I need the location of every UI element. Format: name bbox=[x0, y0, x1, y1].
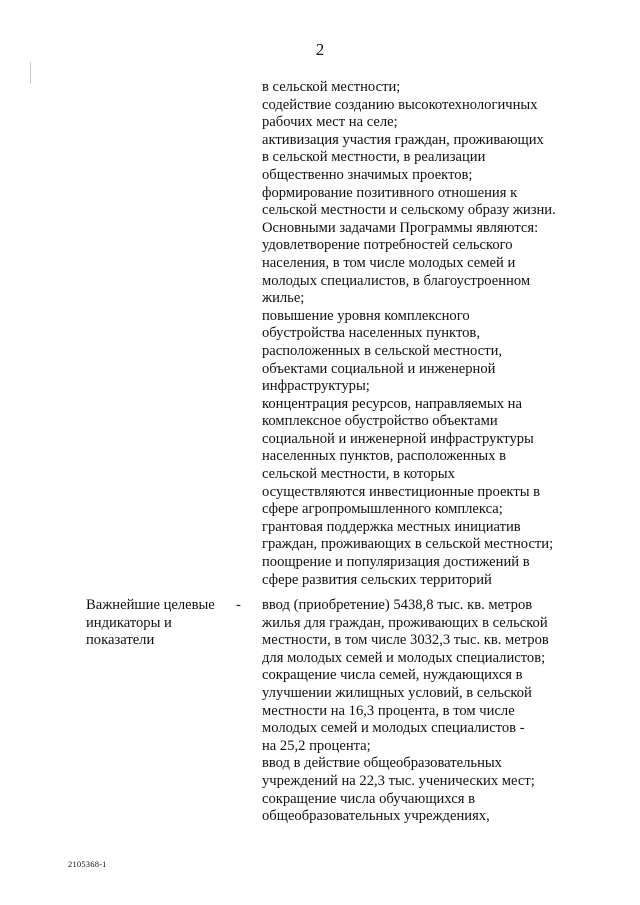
text-line: грантовая поддержка местных инициатив bbox=[262, 518, 521, 535]
text-line: объектами социальной и инженерной bbox=[262, 360, 496, 377]
text-line: ввод в действие общеобразовательных bbox=[262, 755, 502, 772]
section-label-line: Важнейшие целевые bbox=[86, 597, 215, 613]
text-line: улучшении жилищных условий, в сельской bbox=[262, 684, 532, 701]
label-dash: - bbox=[236, 597, 241, 613]
text-line: рабочих мест на селе; bbox=[262, 114, 398, 131]
text-line: поощрение и популяризация достижений в bbox=[262, 554, 530, 571]
text-line: общеобразовательных учреждениях, bbox=[262, 808, 490, 825]
text-line: ввод (приобретение) 5438,8 тыс. кв. метров bbox=[262, 597, 533, 613]
text-line: молодых специалистов, в благоустроенном bbox=[262, 272, 531, 289]
margin-mark bbox=[30, 62, 31, 84]
text-line: концентрация ресурсов, направляемых на bbox=[262, 395, 522, 412]
text-line: местности на 16,3 процента, в том числе bbox=[262, 702, 515, 719]
text-line: социальной и инженерной инфраструктуры bbox=[262, 430, 534, 447]
text-line: инфраструктуры; bbox=[262, 378, 370, 395]
text-line: удовлетворение потребностей сельского bbox=[262, 237, 513, 254]
text-line: формирование позитивного отношения к bbox=[262, 184, 518, 201]
text-line: сокращение числа семей, нуждающихся в bbox=[262, 667, 523, 684]
text-line: содействие созданию высокотехнологичных bbox=[262, 96, 538, 113]
text-line: комплексное обустройство объектами bbox=[262, 413, 498, 430]
text-line: в сельской местности, в реализации bbox=[262, 149, 486, 166]
text-line: населения, в том числе молодых семей и bbox=[262, 254, 516, 271]
goals-tasks-text bbox=[262, 79, 592, 589]
text-line: населенных пунктов, расположенных в bbox=[262, 448, 507, 465]
page-number: 2 bbox=[315, 40, 325, 59]
text-line: сфере развития сельских территорий bbox=[262, 571, 492, 588]
text-line: расположенных в сельской местности, bbox=[262, 342, 503, 359]
text-line: молодых семей и молодых специалистов - bbox=[262, 720, 525, 737]
text-line: в сельской местности; bbox=[262, 79, 401, 95]
text-line: сельской местности и сельскому образу жизни. bbox=[262, 202, 556, 219]
text-line: сокращение числа обучающихся в bbox=[262, 790, 475, 807]
text-line: учреждений на 22,3 тыс. ученических мест; bbox=[262, 772, 535, 789]
section-label-line: индикаторы и bbox=[86, 614, 172, 631]
text-line: на 25,2 процента; bbox=[262, 737, 371, 754]
text-line: осуществляются инвестиционные проекты в bbox=[262, 483, 541, 500]
section-label-line: показатели bbox=[86, 632, 155, 649]
text-line: общественно значимых проектов; bbox=[262, 166, 473, 183]
text-line: Основными задачами Программы являются: bbox=[262, 219, 539, 236]
text-line: для молодых семей и молодых специалистов; bbox=[262, 649, 546, 666]
text-line: граждан, проживающих в сельской местности; bbox=[262, 536, 554, 553]
section-label bbox=[86, 597, 226, 650]
text-line: повышение уровня комплексного bbox=[262, 307, 470, 324]
text-line: жилья для граждан, проживающих в сельской bbox=[262, 614, 548, 631]
text-line: сельской местности, в которых bbox=[262, 466, 455, 483]
text-line: жилье; bbox=[262, 290, 305, 307]
text-line: сфере агропромышленного комплекса; bbox=[262, 501, 503, 518]
text-line: местности, в том числе 3032,3 тыс. кв. метров bbox=[262, 632, 549, 649]
text-line: обустройства населенных пунктов, bbox=[262, 325, 480, 342]
footer-document-code: 2105368-1 bbox=[68, 859, 107, 869]
text-line: активизация участия граждан, проживающих bbox=[262, 131, 544, 148]
indicators-text bbox=[262, 597, 592, 826]
